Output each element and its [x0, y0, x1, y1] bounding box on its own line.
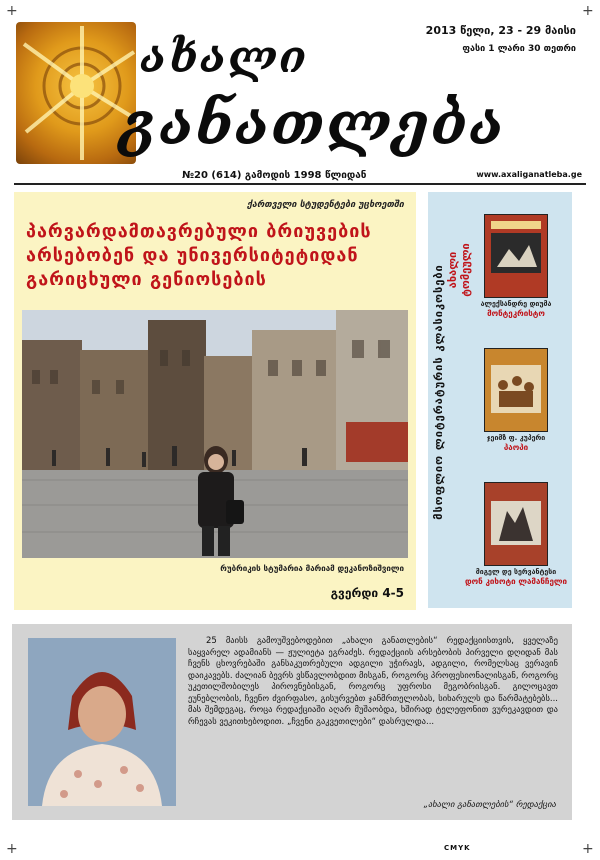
congratulation-box — [12, 624, 572, 820]
book-cover-2[interactable] — [484, 348, 548, 432]
photo-caption: რუბრიკის სტუმარია მარიამ დეკანოზიშვილი — [220, 564, 404, 573]
books-sidebar — [428, 192, 572, 608]
article-body: 25 მაისს გამოუშვებოდებით „ახალი განათლების“ რედაქციისთვის, ყველაზე საყვარელ ადამიანს — ჟულიეტა ეგრაძეს. რედაქციის არსებობის პირველი დღიდან მას ჩვენს ცხოვრებაში განსაკუთრებული ადგილი უჭირავს, ადგილი, რომელსაც ვერავინ დაიკავებს. ძალიან ბევრს ვსწავლობდით მისგან, როგორც პროფესიონალისგან, როგორც უკეთილშობილეს პიროვნებისგან, როგორც უფროსი მეგობრისგან. გილოცავთ ეუნებლობის, ჩვენო ძვირფასო, გისურვებთ ჯანმრთელობას, სიხარულს და წარმატებებს... მას შემდეგაც, როცა რედაქციაში აღარ მუშაობდა, ხშირად ტელეფონით ვურეკავდით და რჩევას ვეკითხებოდით. „ჩვენი გაკვეთილები“ დასრულდა... — [188, 636, 558, 727]
new-series-label: ახალი ტომეული — [446, 243, 472, 297]
signature-line: „ახალი განათლების“ რედაქცია — [423, 800, 556, 810]
book-author: ალექსანდრე დიუმა — [480, 300, 552, 308]
page-reference[interactable]: გვერდი 4-5 — [330, 586, 404, 600]
book-author: მიგელ დე სერვანტესი — [475, 568, 557, 576]
sun-emblem-icon — [16, 22, 136, 164]
sidebar-vertical-title: მსოფლიო ლიტერატურის კლასიკოსები — [432, 264, 445, 520]
rubric-kicker: ქართველი სტუდენტები უცხოეთში — [247, 200, 404, 210]
feature-headline[interactable]: პარვარდამთავრებული ბრიუვების არსებობენ და უნივერსიტეტიდან გარიცხული გენიოსების — [26, 221, 372, 290]
book-caption-1 — [464, 300, 568, 318]
feature-photo — [22, 310, 408, 558]
cmyk-print-mark: CMYK — [444, 844, 471, 852]
book-title: მონტეკრისტო — [487, 309, 545, 318]
book-cover-3[interactable] — [484, 482, 548, 566]
issue-price: ფასი 1 ლარი 30 თეთრი — [462, 44, 576, 54]
book-author: ჯეიმზ ფ. კუპერი — [486, 434, 546, 442]
crop-mark-top-right: + — [582, 3, 594, 19]
book-caption-3 — [464, 568, 568, 586]
book-cover-1[interactable] — [484, 214, 548, 298]
portrait-photo — [28, 638, 176, 806]
website-link[interactable]: www.axaliganatleba.ge — [476, 170, 582, 179]
book-caption-2 — [464, 434, 568, 452]
feature-story — [14, 192, 416, 610]
masthead — [12, 18, 590, 168]
crop-mark-top-left: + — [6, 3, 18, 19]
masthead-title-line1: ახალი — [140, 32, 309, 83]
book-title: დონ კიხოტი ლამანჩელი — [464, 577, 568, 586]
crop-mark-bottom-right: + — [582, 841, 594, 857]
book-title: პაოპი — [503, 443, 529, 452]
masthead-title-line2: განათლება — [120, 90, 506, 158]
crop-mark-bottom-left: + — [6, 841, 18, 857]
issue-date: 2013 წელი, 23 - 29 მაისი — [425, 24, 576, 37]
issue-number: №20 (614) გამოდის 1998 წლიდან — [182, 170, 367, 181]
divider-line — [14, 183, 586, 185]
